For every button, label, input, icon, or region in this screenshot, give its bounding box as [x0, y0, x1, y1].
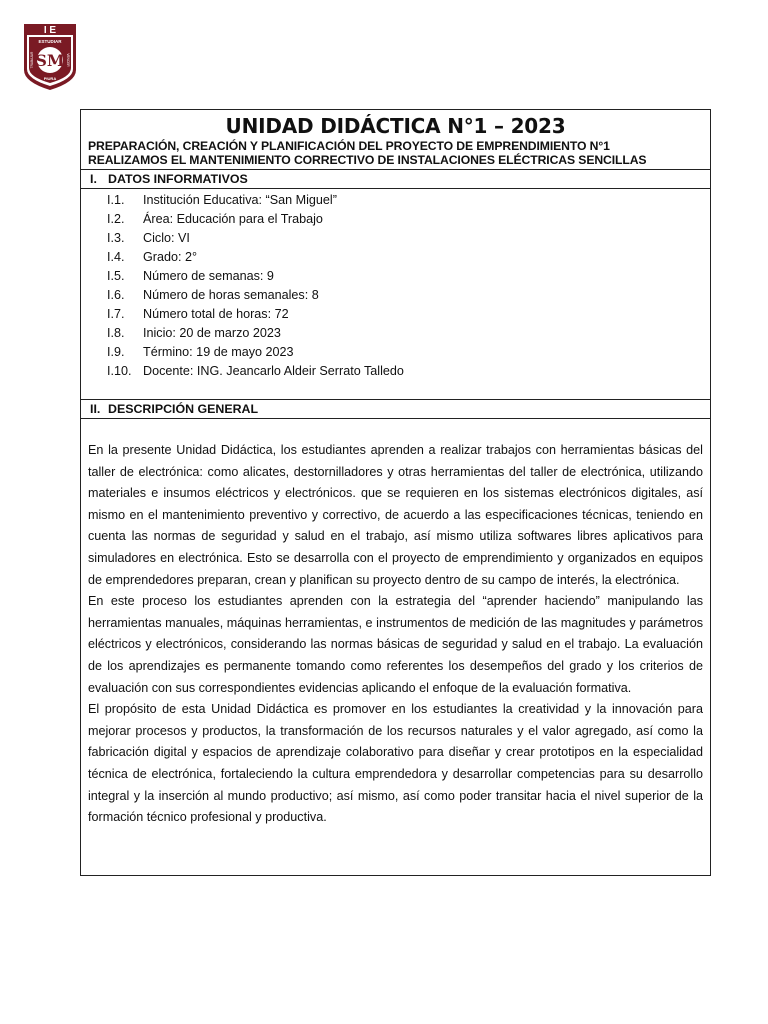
document-subtitle-line2: REALIZAMOS EL MANTENIMIENTO CORRECTIVO DE INSTALACIONES ELÉCTRICAS SENCILLAS [88, 153, 647, 167]
school-logo [22, 22, 78, 92]
logo-right-text: VENCER [66, 53, 70, 67]
item-index: I.8. [107, 326, 125, 340]
section-datos-informativos-heading [81, 169, 710, 189]
logo-top-letters: I E [43, 25, 57, 36]
logo-bottom-text: PIURA [43, 76, 57, 81]
item-index: I.5. [107, 269, 125, 283]
list-item [81, 362, 710, 381]
item-text: Ciclo: VI [143, 231, 190, 245]
list-item [81, 305, 710, 324]
item-index: I.10. [107, 364, 132, 378]
section-heading-text: DESCRIPCIÓN GENERAL [108, 402, 259, 416]
document-subtitle-line1: PREPARACIÓN, CREACIÓN Y PLANIFICACIÓN DEL PROYECTO DE EMPRENDIMIENTO N°1 [88, 139, 610, 153]
paragraph: En este proceso los estudiantes aprenden con la estrategia del “aprender haciendo” manipulando las herramientas manuales, máquinas herramientas, e instrumentos de medición de las magnitudes y parámetros eléctricos y electrónicos, considerando las normas básicas de seguridad y salud en el trabajo. La evaluación de los aprendizajes es permanente tomando como referentes los desempeños del grado y los criterios de evaluación con sus correspondientes evidencias aplicando el enfoque de la evaluación formativa. [88, 594, 703, 695]
list-item [81, 324, 710, 343]
item-text: Grado: 2° [143, 250, 198, 264]
descripcion-general-body [81, 419, 710, 829]
item-text: Número de semanas: 9 [143, 269, 274, 283]
item-text: Número total de horas: 72 [143, 307, 289, 321]
item-index: I.3. [107, 231, 125, 245]
item-text: Término: 19 de mayo 2023 [143, 345, 294, 359]
list-item [81, 267, 710, 286]
item-text: Docente: ING. Jeancarlo Aldeir Serrato Talledo [143, 364, 404, 378]
paragraph: En la presente Unidad Didáctica, los estudiantes aprenden a realizar trabajos con herramientas básicas del taller de electrónica: como alicates, destornilladores y otras herramientas del taller de electrónica, utilizando materiales e insumos eléctricos y electrónicos. que se requieren en los sistemas electrónicos digitales, así mismo en el mantenimiento preventivo y correctivo, de acuerdo a las especificaciones técnicas, teniendo en cuenta las normas de seguridad y salud en el trabajo, así mismo utiliza softwares libres aplicativos para simuladores en electrónica. Esto se desarrolla con el proyecto de emprendimiento y organizados en equipos de emprendedores preparan, crean y planifican su proyecto dentro de su campo de interés, la electrónica. [88, 443, 703, 587]
item-index: I.4. [107, 250, 125, 264]
logo-monogram: SM [35, 51, 65, 70]
list-item [81, 248, 710, 267]
item-text: Institución Educativa: “San Miguel” [143, 193, 337, 207]
item-index: I.1. [107, 193, 125, 207]
section-number: II. [90, 402, 101, 416]
logo-banner-text: ESTUDIAR [38, 39, 62, 44]
list-item [81, 286, 710, 305]
document-frame [80, 109, 711, 876]
section-number: I. [90, 172, 97, 186]
item-text: Número de horas semanales: 8 [143, 288, 319, 302]
list-item [81, 229, 710, 248]
item-index: I.9. [107, 345, 125, 359]
item-text: Inicio: 20 de marzo 2023 [143, 326, 281, 340]
section-heading-text: DATOS INFORMATIVOS [108, 172, 248, 186]
list-item [81, 343, 710, 362]
item-index: I.6. [107, 288, 125, 302]
logo-left-text: TRABAJAR [30, 51, 34, 69]
item-index: I.2. [107, 212, 125, 226]
list-item [81, 191, 710, 210]
paragraph: El propósito de esta Unidad Didáctica es promover en los estudiantes la creatividad y la innovación para mejorar procesos y productos, la transformación de los recursos naturales y el valor agregado, así como la fabricación digital y espacios de aprendizaje colaborativo para diseñar y crear prototipos en la especialidad técnica de electrónica, fortaleciendo la cultura emprendedora y desarrollar competencias para su desarrollo integral y la inserción al mundo productivo; así mismo, así como poder transitar hacia el nivel superior de la formación técnico profesional y productiva. [88, 702, 703, 825]
datos-informativos-list [81, 189, 710, 399]
document-title: UNIDAD DIDÁCTICA N°1 – 2023 [225, 114, 566, 138]
item-index: I.7. [107, 307, 125, 321]
item-text: Área: Educación para el Trabajo [143, 212, 323, 226]
list-item [81, 210, 710, 229]
section-descripcion-general-heading [81, 399, 710, 419]
